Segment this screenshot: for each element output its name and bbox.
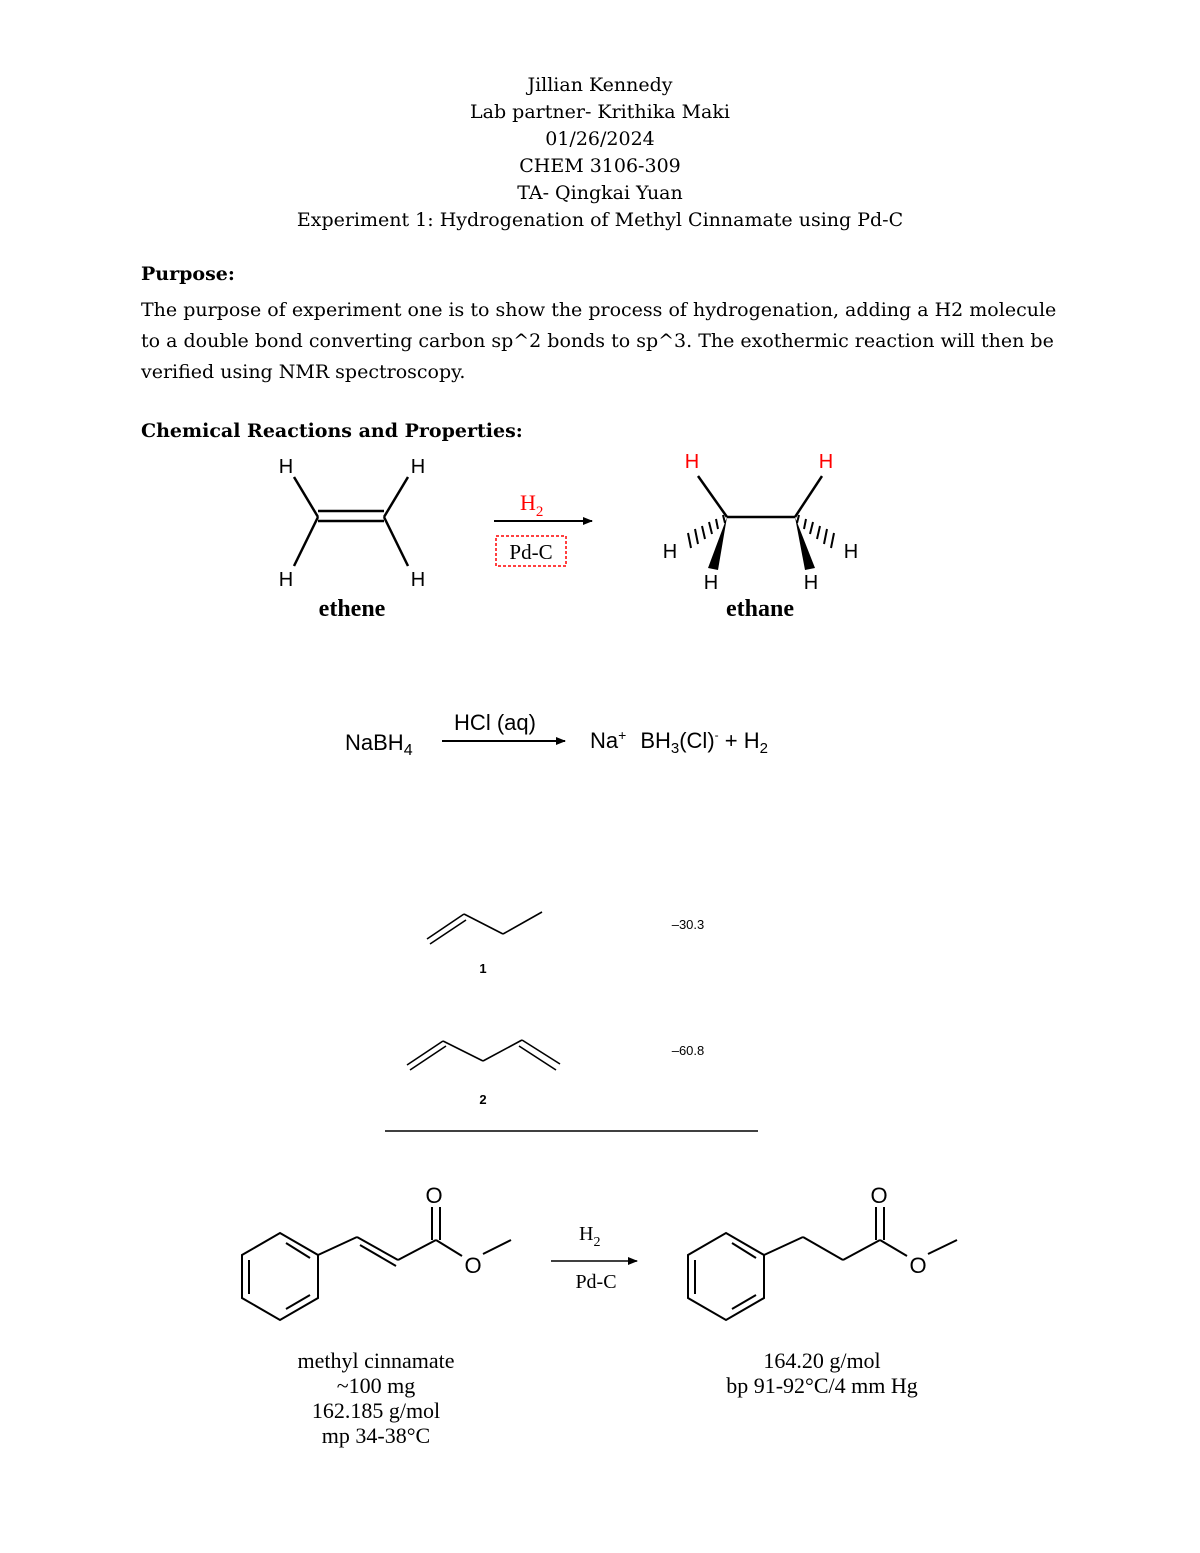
molecule-2-label: 2 — [479, 1092, 487, 1107]
experiment-title: Experiment 1: Hydrogenation of Methyl Cinnamate using Pd-C — [296, 209, 904, 231]
reactant-molar-mass: 162.185 g/mol — [311, 1398, 441, 1423]
purpose-text: The purpose of experiment one is to show the process of hydrogenation, adding a H2 molecule to a double bond converting carbon sp^2 bonds to sp^3. The exothermic reaction will then be verified using NMR spectroscopy. — [141, 299, 1057, 383]
molecule-2-structure — [407, 1040, 560, 1070]
ethane-h-wedge-right: H — [803, 572, 819, 594]
product-boiling-point: bp 91-92°C/4 mm Hg — [726, 1373, 918, 1398]
product-ester-oxygen: O — [909, 1253, 927, 1278]
molecule-2-heat: –60.8 — [671, 1043, 705, 1058]
ethene-label: ethene — [318, 596, 386, 622]
reactions-heading: Chemical Reactions and Properties: — [141, 420, 523, 442]
ethene-h-bottom-left: H — [278, 569, 294, 591]
author-name: Jillian Kennedy — [527, 74, 673, 96]
cinnamate-catalyst: Pd-C — [575, 1271, 617, 1293]
ethane-h-wedge-left: H — [703, 572, 719, 594]
ethane-h-hash-right: H — [843, 541, 859, 563]
product-molar-mass: 164.20 g/mol — [763, 1348, 881, 1373]
reactant-melting-point: mp 34-38°C — [321, 1423, 431, 1448]
purpose-heading: Purpose: — [141, 263, 235, 285]
molecule-1-heat: –30.3 — [671, 917, 705, 932]
molecule-1-label: 1 — [479, 961, 487, 976]
reactant-mass: ~100 mg — [336, 1373, 416, 1398]
ethane-h-red-right: H — [818, 451, 834, 473]
ethane-h-hash-left: H — [662, 541, 678, 563]
ethane-h-red-left: H — [684, 451, 700, 473]
teaching-assistant: TA- Qingkai Yuan — [517, 182, 683, 204]
ethane-structure — [698, 476, 822, 517]
ethene-h-top-left: H — [278, 456, 294, 478]
molecule-1-structure — [427, 912, 542, 944]
ethene-h-top-right: H — [410, 456, 426, 478]
reactant-carbonyl-oxygen: O — [425, 1183, 443, 1208]
cinnamate-reagent-h2: $H_2$ — [579, 1223, 601, 1250]
lab-partner: Lab partner- Krithika Maki — [470, 101, 730, 123]
reactant-ester-oxygen: O — [464, 1253, 482, 1278]
nabh4-reactant: NaBH$_4$ — [345, 730, 413, 759]
course: CHEM 3106-309 — [519, 155, 681, 177]
product-carbonyl-oxygen: O — [870, 1183, 888, 1208]
ethane-label: ethane — [726, 596, 794, 622]
nabh4-condition: HCl (aq) — [454, 710, 536, 735]
nabh4-product: Na+ $BH_3(Cl)^- + H_2$ — [590, 727, 768, 757]
ethene-h-bottom-right: H — [410, 569, 426, 591]
ethene-structure — [294, 477, 408, 566]
date: 01/26/2024 — [545, 128, 655, 150]
ethene-catalyst: Pd-C — [509, 540, 553, 564]
ethene-reagent-h2: $H_2$ — [520, 490, 544, 520]
reactant-name: methyl cinnamate — [297, 1348, 455, 1373]
